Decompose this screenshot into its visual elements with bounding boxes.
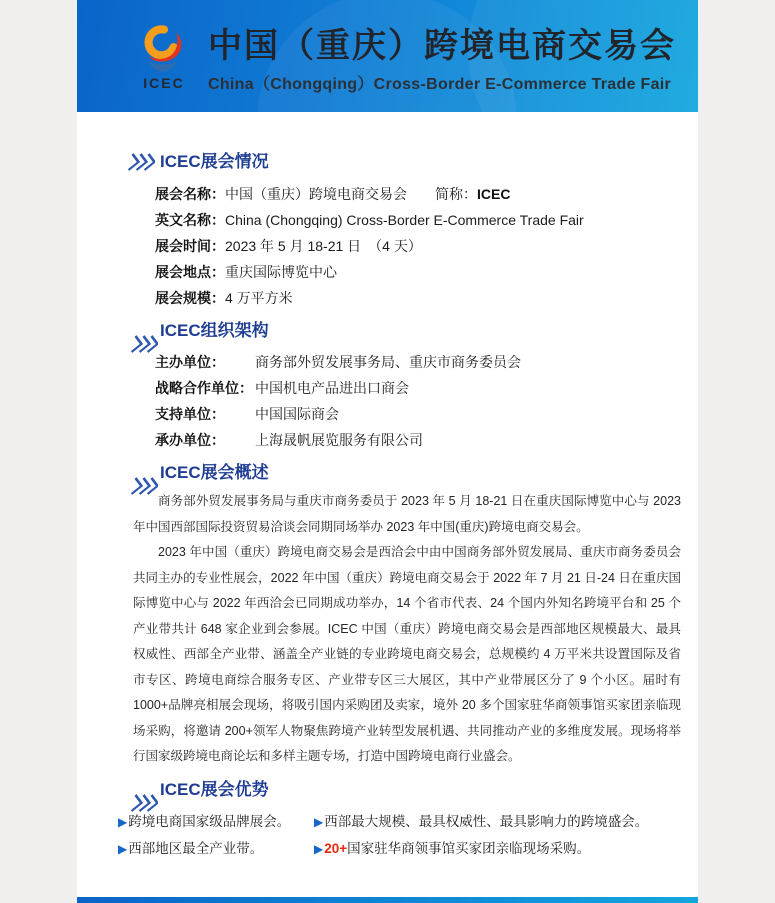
overview-row-venue [155, 259, 698, 285]
triple-chevron-icon [125, 152, 155, 172]
org-label: 主办单位： [155, 354, 225, 370]
org-row [155, 375, 698, 401]
bullet-item [118, 835, 314, 862]
org-value: 商务部外贸发展事务局、重庆市商务委员会 [255, 354, 521, 370]
bullet-text: 西部地区最全产业带。 [128, 840, 264, 856]
org-value: 中国国际商会 [255, 406, 339, 422]
section-title-text: ICEC组织架构 [160, 321, 269, 340]
header-titles [208, 18, 676, 94]
field-value: 重庆国际博览中心 [225, 264, 337, 280]
bullet-row [118, 808, 698, 835]
triangle-bullet-icon: ▶ [314, 841, 324, 856]
triple-chevron-icon [128, 476, 158, 496]
field-label: 展会时间： [155, 238, 225, 254]
overview-row-english-name [155, 207, 698, 233]
field-label: 英文名称： [155, 212, 225, 228]
section-title-summary [160, 461, 698, 485]
org-label: 支持单位： [155, 406, 225, 422]
org-value: 上海晟帆展览服务有限公司 [255, 432, 423, 448]
overview-rows [155, 181, 698, 311]
triple-chevron-icon [128, 793, 158, 813]
header-banner [77, 0, 698, 112]
field-label: 展会名称： [155, 186, 225, 202]
logo-text: ICEC [143, 74, 185, 91]
field-label: 展会规模： [155, 290, 225, 306]
bullet-row [118, 835, 698, 862]
footer-accent-bar [77, 897, 698, 903]
bullet-text: 国家驻华商领事馆买家团亲临现场采购。 [347, 840, 591, 856]
summary-paragraphs [133, 489, 681, 770]
bullet-item [314, 808, 648, 835]
bullet-text: 跨境电商国家级品牌展会。 [128, 813, 291, 829]
overview-row-scale [155, 285, 698, 311]
org-row [155, 349, 698, 375]
bullet-highlight: 20+ [324, 840, 348, 856]
section-title-advantages [160, 778, 698, 802]
org-value: 中国机电产品进出口商会 [255, 380, 409, 396]
triangle-bullet-icon: ▶ [314, 814, 324, 829]
triangle-bullet-icon: ▶ [118, 814, 128, 829]
field-label: 展会地点： [155, 264, 225, 280]
section-title-text: ICEC展会情况 [160, 152, 269, 171]
flyer-card [77, 0, 698, 903]
field-value: 2023 年 5 月 18-21 日 （4 天） [225, 238, 422, 254]
field-value: 4 万平方米 [225, 290, 293, 306]
field-value: China (Chongqing) Cross-Border E-Commerce Trade Fair [225, 212, 584, 228]
org-row [155, 401, 698, 427]
bullet-item [314, 835, 590, 862]
overview-row-name [155, 181, 698, 207]
fair-title-cn: 中国（重庆）跨境电商交易会 [208, 27, 676, 65]
organization-rows [155, 349, 698, 453]
icec-logo-mark [138, 22, 190, 74]
fair-title-en: China（Chongqing）Cross-Border E-Commerce Trade Fair [208, 76, 672, 93]
summary-paragraph-1: 商务部外贸发展事务局与重庆市商务委员于 2023 年 5 月 18-21 日在重庆国际博览中心与 2023 年中国西部国际投资贸易洽谈会同期同场举办 2023 年中国(重庆)跨境电商交易会。 [133, 494, 681, 534]
triangle-bullet-icon: ▶ [118, 841, 128, 856]
abbr-label: 简称： [435, 186, 477, 202]
summary-paragraph-2: 2023 年中国（重庆）跨境电商交易会是西洽会中由中国商务部外贸发展局、重庆市商务委员会共同主办的专业性展会，2022 年中国（重庆）跨境电商交易会于 2022 年 7 月 21 日-24 日在重庆国际博览中心与 2022 年西洽会已同期成功举办，14 个省市代表、24 个国内外知名跨境平台和 25 个产业带共计 648 家企业到会参展。ICEC 中国（重庆）跨境电商交易会是西部地区规模最大、最具权威性、西部全产业带、涵盖全产业链的专业跨境电商交易会，总规模约 4 万平米共设置国际及省市专区、跨境电商综合服务专区、产业带专区三大展区，其中产业带展区分了 9 个小区。届时有 1000+品牌亮相展会现场，将吸引国内采购团及卖家，境外 20 多个国家驻华商领事馆买家团亲临现场采购，将邀请 200+领军人物聚焦跨境产业转型发展机遇、共同推动产业的多维度发展。现场将举行国家级跨境电商论坛和多样主题专场，打造中国跨境电商行业盛会。 [133, 545, 681, 763]
field-value: 中国（重庆）跨境电商交易会 [225, 186, 407, 202]
org-label: 战略合作单位： [155, 380, 253, 396]
section-title-overview [160, 150, 698, 174]
org-label: 承办单位： [155, 432, 225, 448]
icec-logo [125, 22, 203, 91]
triple-chevron-icon [128, 334, 158, 354]
section-title-organization [160, 319, 698, 343]
advantage-bullets [118, 808, 698, 862]
section-title-text: ICEC展会概述 [160, 463, 269, 482]
bullet-text: 西部最大规模、最具权威性、最具影响力的跨境盛会。 [324, 813, 649, 829]
org-row [155, 427, 698, 453]
section-title-text: ICEC展会优势 [160, 779, 269, 799]
overview-row-time [155, 233, 698, 259]
abbr-value: ICEC [477, 186, 511, 202]
